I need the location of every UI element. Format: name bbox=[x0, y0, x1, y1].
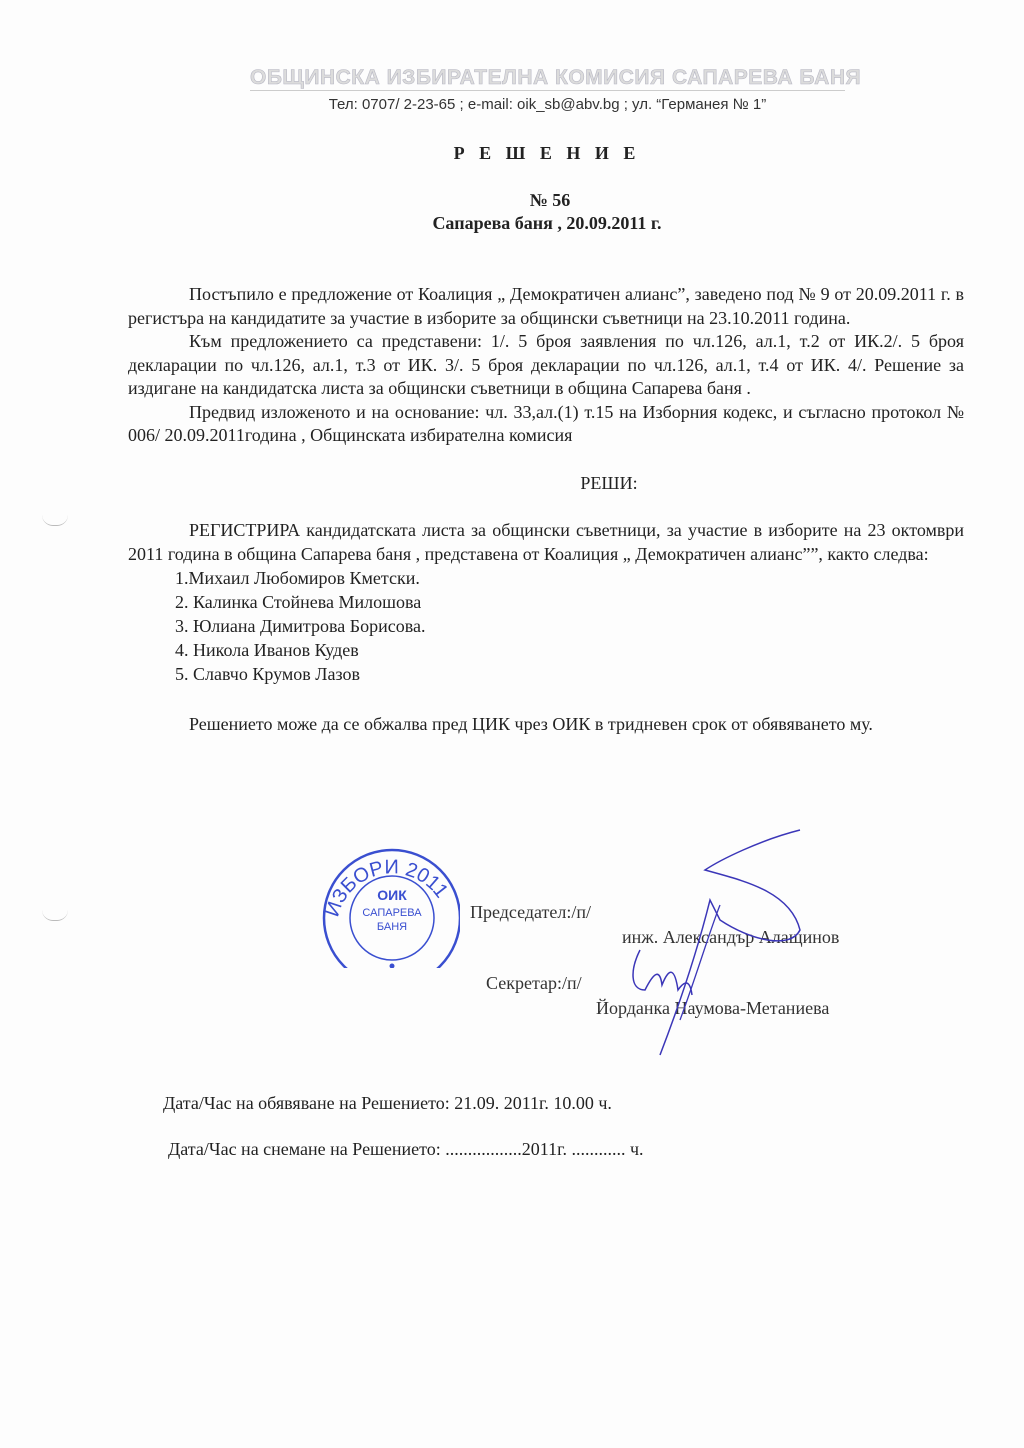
chair-label: Председател:/п/ bbox=[470, 902, 592, 922]
chair-name: инж. Александър Алащинов bbox=[622, 927, 840, 947]
candidate-item: 5. Славчо Крумов Лазов bbox=[175, 664, 360, 684]
letterhead-organization: ОБЩИНСКА ИЗБИРАТЕЛНА КОМИСИЯ САПАРЕВА БАНЯ bbox=[250, 66, 862, 89]
decision-heading: РЕШИ: bbox=[580, 472, 638, 493]
paragraph-proposal: Постъпило е предложение от Коалиция „ Демократичен алианс”, заведено под № 9 от 20.09.2011 г. в регистъра на кандидатите за участие в изборите за общински съветници на 23.10.2011 година. bbox=[128, 284, 964, 328]
document-body bbox=[128, 283, 964, 735]
decision-text: РЕГИСТРИРА кандидатската листа за общински съветници, за участие в изборите на 23 октомври 2011 година в община Сапарева баня , представена от Коалиция „ Демократичен алианс””, както следва: bbox=[128, 520, 964, 564]
stamp-ring-text: ИЗБОРИ 2011 bbox=[321, 856, 453, 920]
stamp-line2: САПАРЕВА bbox=[362, 907, 422, 919]
paragraph-basis: Предвид изложеното и на основание: чл. 33,ал.(1) т.15 на Изборния кодекс, и съгласно протокол № 006/ 20.09.2011година , Общинската избирателна комисия bbox=[128, 401, 964, 445]
stamp-center: ОИК bbox=[377, 887, 407, 903]
secretary-name: Йорданка Наумова-Метаниева bbox=[596, 998, 830, 1018]
removal-datetime: Дата/Час на снемане на Решението: .................2011г. ............ ч. bbox=[168, 1139, 644, 1159]
candidate-item: 4. Никола Иванов Кудев bbox=[175, 640, 359, 660]
letterhead-contacts: Тел: 0707/ 2-23-65 ; e-mail: oik_sb@abv.bg ; ул. “Германея № 1” bbox=[328, 96, 767, 113]
candidate-item: 3. Юлиана Димитрова Борисова. bbox=[175, 616, 426, 636]
secretary-label: Секретар:/п/ bbox=[486, 973, 582, 993]
appeal-text: Решението може да се обжалва пред ЦИК чрез ОИК в тридневен срок от обявяването му. bbox=[189, 714, 873, 734]
decision-number: № 56 bbox=[529, 190, 571, 210]
letterhead-divider bbox=[250, 90, 845, 91]
announcement-datetime: Дата/Час на обявяване на Решението: 21.09. 2011г. 10.00 ч. bbox=[163, 1093, 612, 1113]
punch-hole bbox=[42, 910, 68, 921]
paragraph-attachments: Към предложението са представени: 1/. 5 броя заявления по чл.126, ал.1, т.2 от ИК.2/. 5 броя декларации по чл.126, ал.1, т.3 от ИК. 3/. 5 броя декларации по чл.126, ал.1, т.4 от ИК. 4/. Решение за издигане на кандидатска листа за общински съветници в община Сапарева баня . bbox=[128, 331, 964, 398]
candidate-item: 1.Михаил Любомиров Кметски. bbox=[175, 568, 420, 588]
handwritten-signatures bbox=[600, 820, 840, 1060]
candidate-list bbox=[175, 566, 964, 686]
official-stamp bbox=[320, 848, 460, 968]
candidate-item: 2. Калинка Стойнева Милошова bbox=[175, 592, 422, 612]
place-date: Сапарева баня , 20.09.2011 г. bbox=[432, 213, 662, 233]
stamp-line3: БАНЯ bbox=[376, 921, 408, 933]
document-title: Р Е Ш Е Н И Е bbox=[453, 143, 641, 163]
punch-hole bbox=[42, 515, 68, 526]
